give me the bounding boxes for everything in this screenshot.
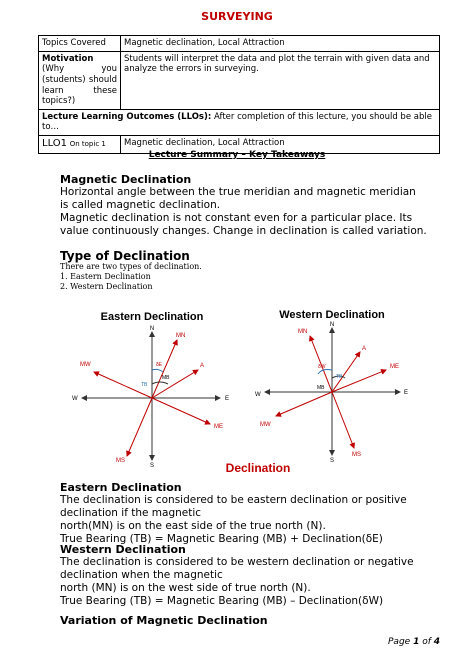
llo1-code: LLO1: [42, 138, 68, 149]
summary-title: Lecture Summary – Key Takeaways: [148, 150, 326, 160]
type-of-declination-heading: Type of Declination: [60, 249, 190, 263]
east-label-e: E: [225, 396, 230, 402]
western-heading: Western Declination: [60, 543, 186, 556]
magnetic-declination-heading: Magnetic Declination: [60, 173, 192, 186]
table-row: [39, 51, 440, 109]
east-label-me: ME: [214, 424, 223, 430]
east-label-tb: TB: [141, 382, 148, 388]
diagram-caption: Declination: [225, 461, 291, 475]
west-compass: [265, 328, 400, 455]
topics-value: Magnetic declination, Local Attraction: [121, 36, 440, 52]
western-line-3: True Bearing (TB) = Magnetic Bearing (MB) – Declination(δW): [60, 595, 384, 607]
llo1-topic: On topic 1: [69, 140, 106, 148]
west-label-ms: MS: [352, 452, 361, 458]
lecture-info-table: [38, 35, 440, 154]
motivation-sub: (Why you (students) should learn these topics?): [42, 64, 117, 107]
declination-diagram: [60, 300, 420, 480]
page-footer: [388, 637, 440, 647]
west-label-dw: δW: [318, 364, 326, 370]
west-label-e: E: [404, 390, 409, 396]
west-label-mn: MN: [298, 329, 308, 335]
west-label-mb: MB: [317, 385, 325, 391]
motivation-value: Students will interpret the data and plot the terrain with given data and analyze the errors in surveying.: [121, 51, 440, 109]
east-label-mn: MN: [176, 333, 186, 339]
motivation-label: Motivation: [42, 53, 94, 64]
motivation-cell: [39, 51, 121, 109]
east-label-de: δE: [156, 362, 163, 368]
footer-prefix: Page: [388, 637, 414, 647]
west-label-s: S: [329, 458, 335, 464]
west-diagram-title: Western Declination: [279, 309, 385, 321]
west-label-tb: TB: [336, 374, 343, 380]
east-label-mw: MW: [80, 362, 91, 368]
magnetic-declination-para2: Magnetic declination is not constant even for a particular place. Its value continuously changes. Change in declination is called variation.: [60, 212, 427, 237]
east-diagram-title: Eastern Declination: [100, 311, 204, 323]
variation-heading: Variation of Magnetic Declination: [60, 614, 268, 627]
llo-value: After completion of this lecture, you should be able to…: [42, 111, 432, 133]
llo1-value: Magnetic declination, Local Attraction: [121, 136, 440, 154]
footer-mid: of: [419, 637, 434, 647]
page-header-title: SURVEYING: [201, 10, 273, 23]
western-line-1: The declination is considered to be western declination or negative declination when the magnetic: [60, 556, 414, 581]
llo-label: Lecture Learning Outcomes (LLOs):: [42, 111, 212, 122]
east-label-ms: MS: [116, 458, 125, 464]
west-label-mw: MW: [260, 422, 271, 428]
west-label-a: A: [362, 346, 367, 352]
eastern-line-1: The declination is considered to be eastern declination or positive declination if the magnetic: [60, 494, 407, 519]
east-compass: [82, 332, 220, 460]
west-label-n: N: [329, 322, 335, 328]
table-row: [39, 36, 440, 52]
magnetic-declination-para1: Horizontal angle between the true meridian and magnetic meridian is called magnetic declination.: [60, 186, 416, 211]
footer-current-page: 1: [413, 637, 420, 647]
east-label-w: W: [72, 396, 78, 402]
western-line-2: north (MN) is on the west side of true north (N).: [60, 582, 311, 594]
eastern-block: [60, 494, 440, 546]
east-label-s: S: [149, 463, 155, 469]
east-label-mb: MB: [162, 375, 170, 381]
eastern-line-2: north(MN) is on the east side of the true north (N).: [60, 520, 326, 532]
eastern-heading: Eastern Declination: [60, 481, 182, 494]
footer-total-pages: 4: [433, 637, 440, 647]
east-label-a: A: [200, 363, 205, 369]
type-item-2: 2. Western Declination: [60, 282, 153, 291]
table-row: [39, 109, 440, 135]
western-block: [60, 556, 440, 608]
east-label-n: N: [149, 326, 155, 332]
type-intro: There are two types of declination.: [60, 262, 202, 271]
west-label-me: ME: [390, 364, 399, 370]
west-label-w: W: [255, 392, 261, 398]
topics-label: Topics Covered: [39, 36, 121, 52]
type-item-1: 1. Eastern Declination: [60, 272, 151, 281]
llo-cell: [39, 109, 440, 135]
eastern-line-3: True Bearing (TB) = Magnetic Bearing (MB) + Declination(δE): [60, 533, 383, 545]
